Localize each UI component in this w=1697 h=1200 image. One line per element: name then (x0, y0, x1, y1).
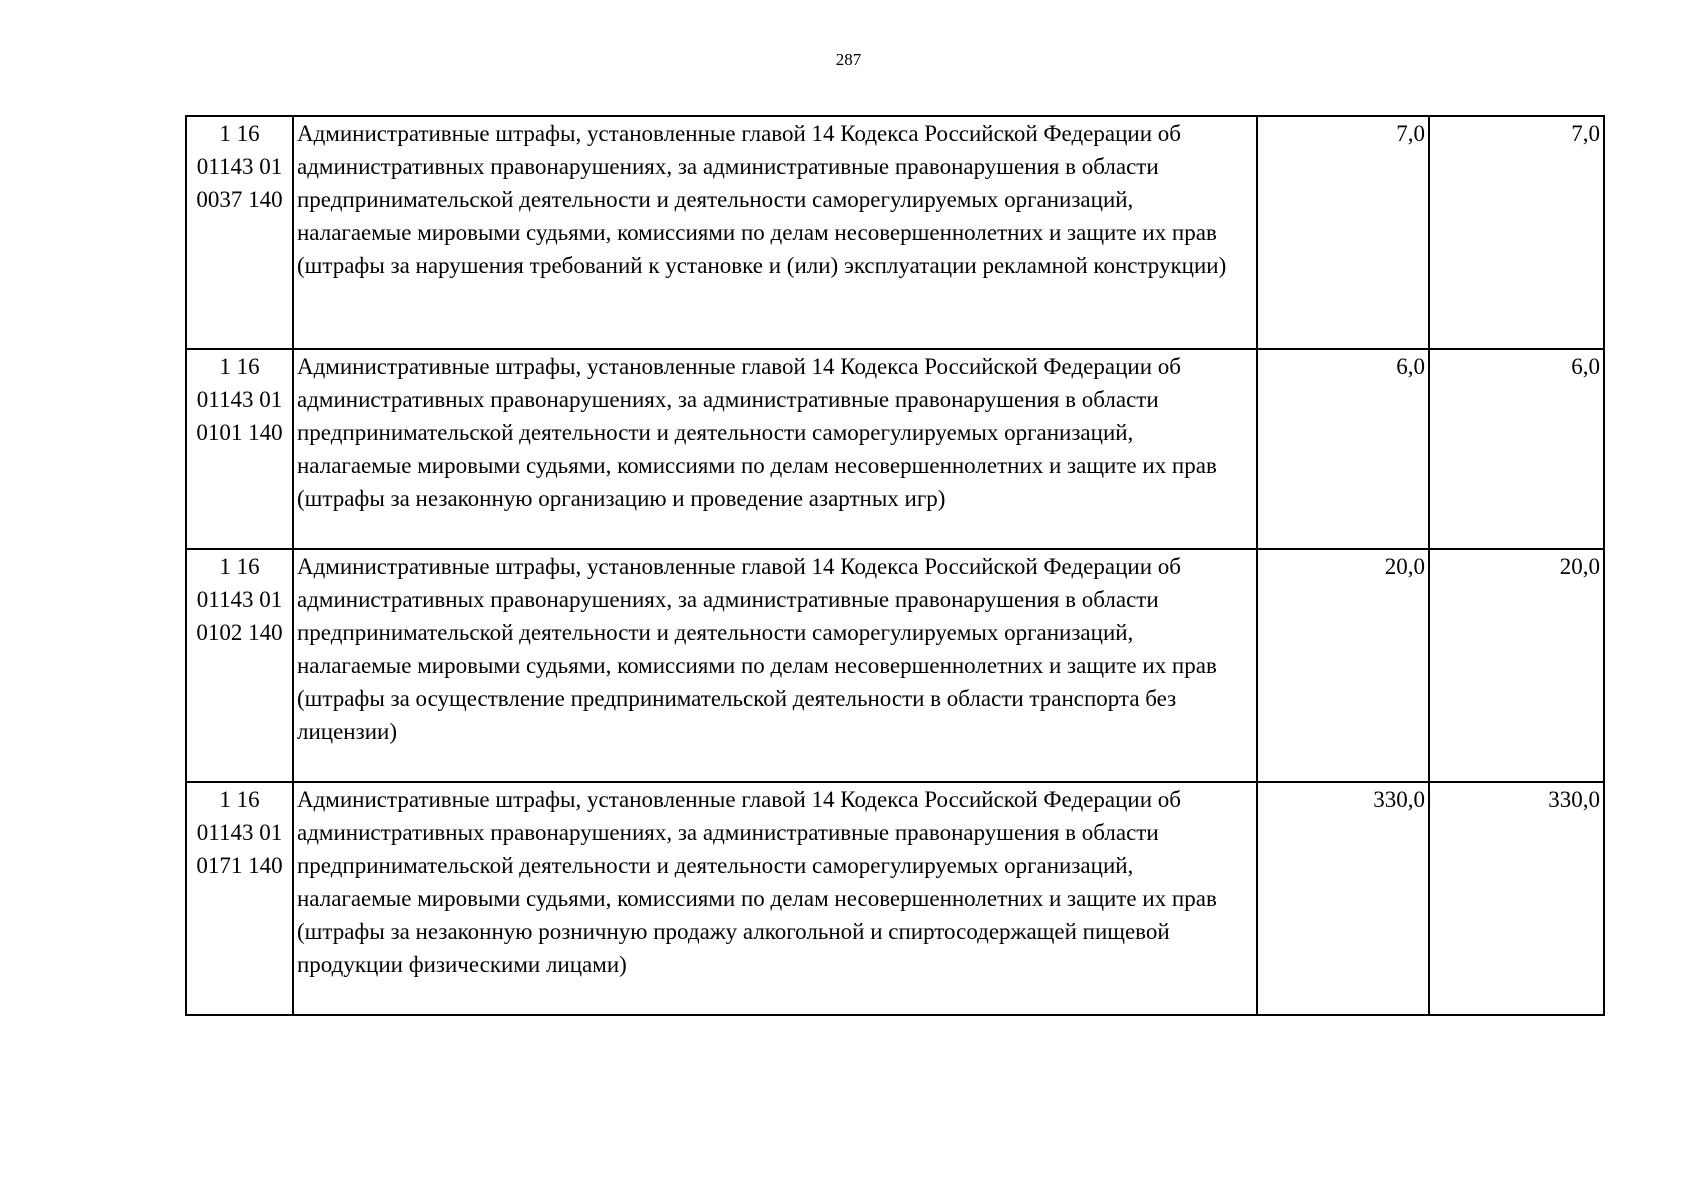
amount-cell-2 (1429, 782, 1604, 1015)
budget-code-line: 0101 140 (196, 420, 283, 445)
description-cell: Административные штрафы, установленные главой 14 Кодекса Российской Федерации об административных правонарушениях, за административные правонарушения в области предпринимательской деятельности и деятельности саморегулируемых организаций, налагаемые мировыми судьями, комиссиями по делам несовершеннолетних и защите их прав (штрафы за незаконную розничную продажу алкогольной и спиртосодержащей пищевой продукции физическими лицами) (293, 782, 1257, 1015)
amount-value: 6,0 (1571, 354, 1600, 379)
budget-code-line: 1 16 (219, 554, 260, 579)
amount-cell-2 (1429, 349, 1604, 549)
budget-table (185, 115, 1605, 1016)
budget-code-line: 0171 140 (196, 853, 283, 878)
table-row (186, 782, 1604, 1015)
description-cell: Административные штрафы, установленные главой 14 Кодекса Российской Федерации об административных правонарушениях, за административные правонарушения в области предпринимательской деятельности и деятельности саморегулируемых организаций, налагаемые мировыми судьями, комиссиями по делам несовершеннолетних и защите их прав (штрафы за осуществление предпринимательской деятельности в области транспорта без лицензии) (293, 549, 1257, 782)
budget-code-line: 01143 01 (196, 387, 283, 412)
description-cell: Административные штрафы, установленные главой 14 Кодекса Российской Федерации об административных правонарушениях, за административные правонарушения в области предпринимательской деятельности и деятельности саморегулируемых организаций, налагаемые мировыми судьями, комиссиями по делам несовершеннолетних и защите их прав (штрафы за незаконную организацию и проведение азартных игр) (293, 349, 1257, 549)
amount-value: 20,0 (1384, 554, 1425, 579)
budget-code-line: 1 16 (219, 121, 260, 146)
table-row (186, 549, 1604, 782)
table-row (186, 349, 1604, 549)
amount-cell-1 (1257, 782, 1429, 1015)
budget-code-cell (186, 349, 293, 549)
budget-code-line: 0102 140 (196, 620, 283, 645)
page-number: 287 (835, 50, 862, 69)
budget-code-cell (186, 782, 293, 1015)
amount-value: 7,0 (1396, 121, 1425, 146)
budget-code-line: 1 16 (219, 354, 260, 379)
budget-code-line: 01143 01 (196, 587, 283, 612)
amount-value: 6,0 (1396, 354, 1425, 379)
amount-value: 330,0 (1548, 787, 1600, 812)
table-row (186, 116, 1604, 349)
amount-cell-1 (1257, 116, 1429, 349)
budget-code-line: 01143 01 (196, 154, 283, 179)
budget-code-line: 0037 140 (196, 187, 283, 212)
amount-cell-2 (1429, 549, 1604, 782)
amount-cell-1 (1257, 549, 1429, 782)
budget-code-line: 01143 01 (196, 820, 283, 845)
amount-cell-2 (1429, 116, 1604, 349)
budget-code-cell (186, 549, 293, 782)
budget-code-cell (186, 116, 293, 349)
budget-code-line: 1 16 (219, 787, 260, 812)
amount-value: 330,0 (1373, 787, 1425, 812)
amount-value: 7,0 (1571, 121, 1600, 146)
description-cell: Административные штрафы, установленные главой 14 Кодекса Российской Федерации об административных правонарушениях, за административные правонарушения в области предпринимательской деятельности и деятельности саморегулируемых организаций, налагаемые мировыми судьями, комиссиями по делам несовершеннолетних и защите их прав (штрафы за нарушения требований к установке и (или) эксплуатации рекламной конструкции) (293, 116, 1257, 349)
amount-cell-1 (1257, 349, 1429, 549)
amount-value: 20,0 (1559, 554, 1600, 579)
